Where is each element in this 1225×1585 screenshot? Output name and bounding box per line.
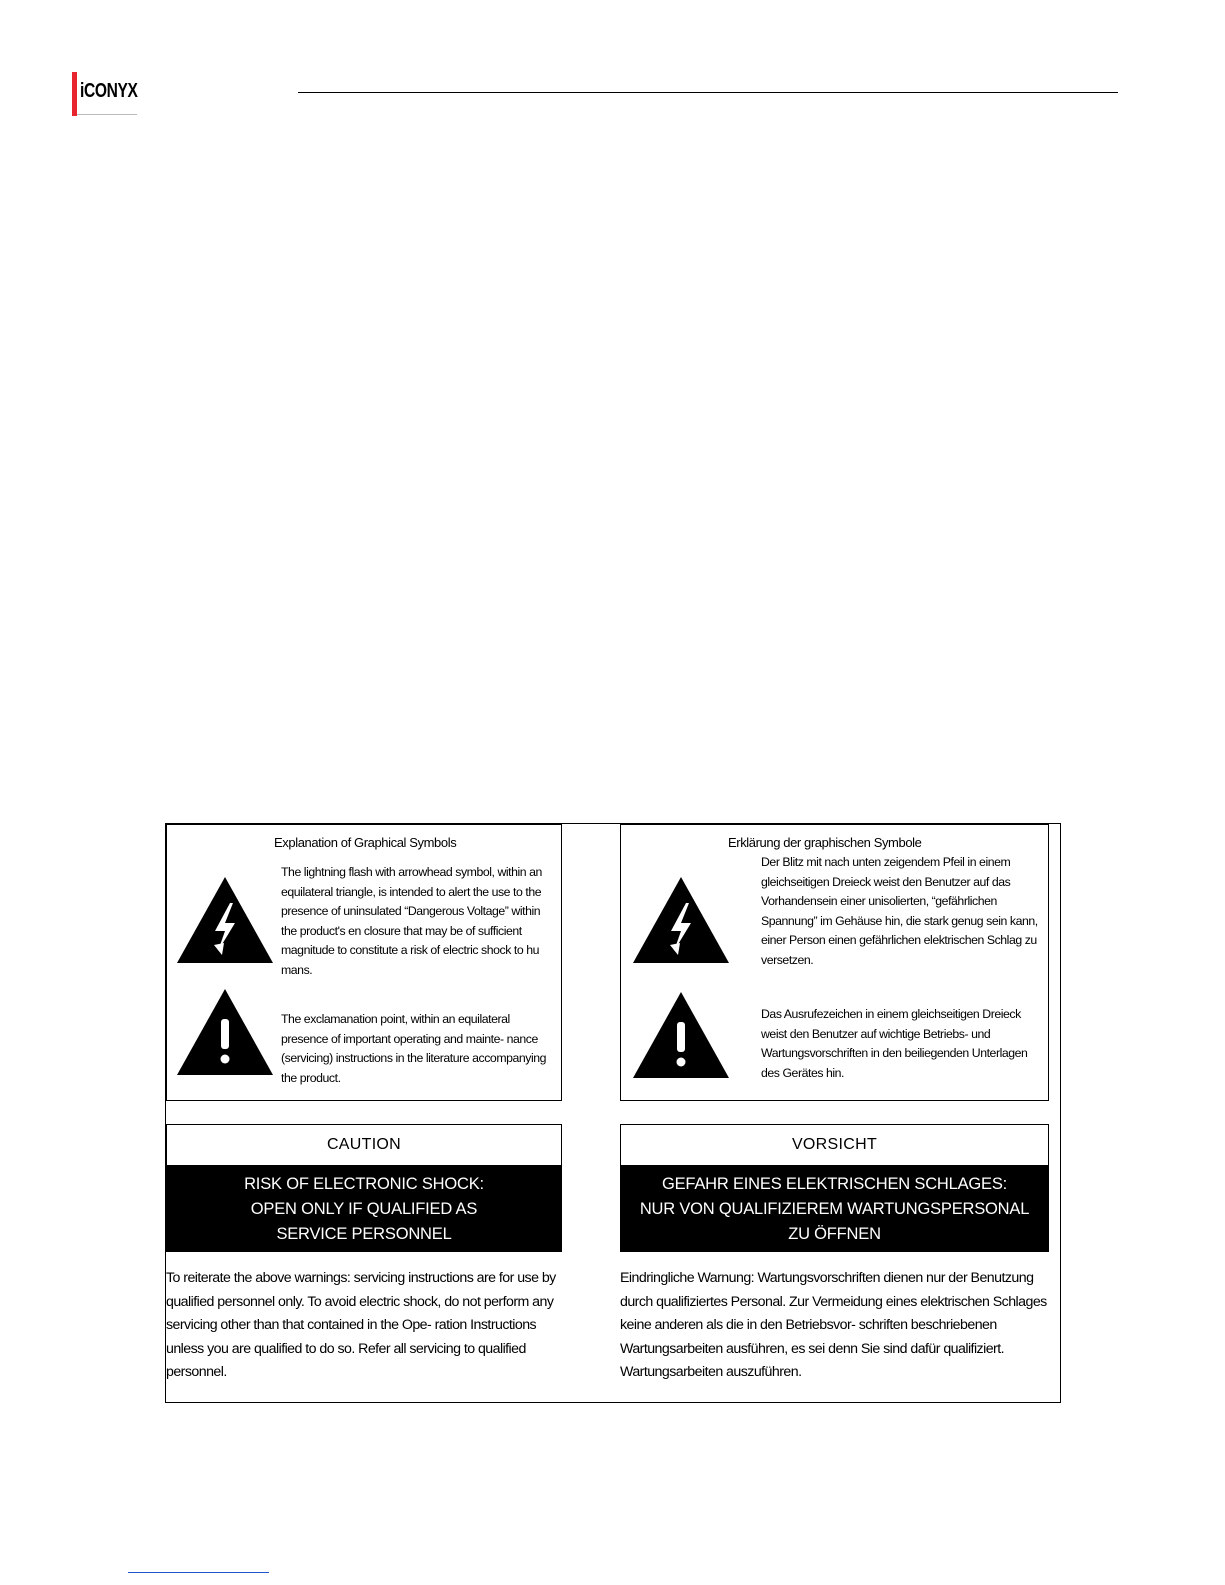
caution-band-en [166,1166,562,1252]
caution-line-en-2: OPEN ONLY IF QUALIFIED AS [250,1199,478,1218]
footer-link-underline [128,1572,269,1573]
caution-line-de-2: NUR VON QUALIFIZIEREM WARTUNGSPERSONAL [639,1199,1030,1218]
brand-logo [72,72,138,116]
exclamation-warning-icon [631,990,731,1080]
logo-underline [77,114,137,115]
lightning-text-de: Der Blitz mit nach unten zeigendem Pfeil in einem gleichseitigen Dreieck weist den Benutzer auf das Vorhandensein einer unisolierten, “gefährlichen Spannung” im Gehäuse hin, die stark genug sein kann, einer Person einen gefährlichen elektrischen Schlag zu versetzen. [761,855,1038,967]
logo-accent-bar [72,72,77,116]
exclamation-text-en: The exclamanation point, within an equilateral presence of important operating and mainte- nance (servicing) instructions in the literature accompanying the product. [281,1012,547,1085]
symbols-title-de: Erklärung der graphischen Symbole [728,835,922,850]
caution-heading-en: CAUTION [166,1124,562,1166]
symbols-box-en [166,824,562,1101]
exclamation-text-de: Das Ausrufezeichen in einem gleichseitigen Dreieck weist den Benutzer auf wichtige Betriebs- und Wartungsvorschriften in den beiliegenden Unterlagen des Gerätes hin. [761,1007,1028,1080]
lightning-text-en: The lightning flash with arrowhead symbol, within an equilateral triangle, is intended to alert the use to the presence of uninsulated “Dangerous Voltage” within the product's en closure that may be of sufficient magnitude to constitute a risk of electric shock to hu mans. [281,865,542,977]
caution-band-de [620,1166,1049,1252]
safety-notice [165,823,1061,1403]
exclamation-warning-icon [175,987,275,1077]
header-rule [298,92,1118,93]
reiterate-text-de: Eindringliche Warnung: Wartungsvorschriften dienen nur der Benutzung durch qualifiziertes Personal. Zur Vermeidung eines elektrischen Schlages keine anderen als die in den Betriebsvor- schriften beschriebenen Wartungsarbeiten ausführen, es sei denn Sie sind dafür qualifiziert. Wartungsarbeiten auszuführen. [620,1270,1047,1380]
reiterate-text-en: To reiterate the above warnings: servicing instructions are for use by qualified personnel only. To avoid electric shock, do not perform any servicing other than that contained in the Ope- ration Instructions unless you are qualified to do so. Refer all servicing to qualified personnel. [166,1270,556,1380]
lightning-warning-icon [631,875,731,965]
symbols-box-de [620,824,1049,1101]
lightning-warning-icon [175,875,275,965]
symbols-title-en: Explanation of Graphical Symbols [274,835,457,850]
caution-line-en-3: SERVICE PERSONNEL [276,1224,452,1243]
caution-line-en-1: RISK OF ELECTRONIC SHOCK: [244,1174,484,1193]
caution-line-de-1: GEFAHR EINES ELEKTRISCHEN SCHLAGES: [661,1174,1008,1193]
caution-line-de-3: ZU ÖFFNEN [788,1224,881,1243]
logo-text: iCONYX [80,80,138,102]
caution-heading-de: VORSICHT [620,1124,1049,1166]
